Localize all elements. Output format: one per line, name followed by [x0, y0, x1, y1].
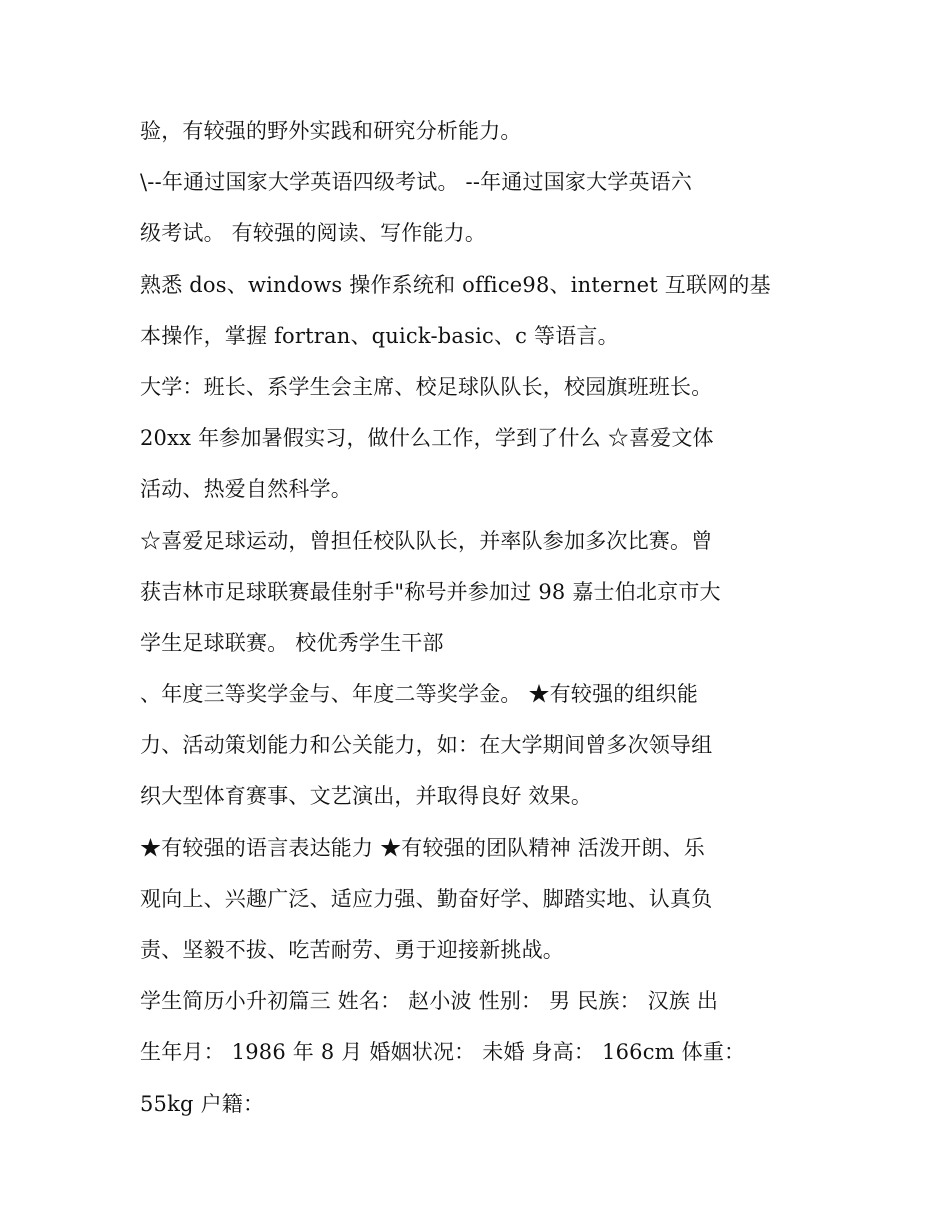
text-line: 生年月： 1986 年 8 月 婚姻状况： 未婚 身高： 166cm 体重： [140, 1040, 746, 1065]
text-line: 获吉林市足球联赛最佳射手"称号并参加过 98 嘉士伯北京市大 [140, 579, 721, 604]
text-line: ★有较强的语言表达能力 ★有较强的团队精神 活泼开朗、乐 [140, 835, 705, 860]
text-line: 熟悉 dos、windows 操作系统和 office98、internet 互联网的基 [140, 272, 771, 297]
text-line: 力、活动策划能力和公关能力，如：在大学期间曾多次领导组 [140, 733, 713, 758]
text-line: 责、坚毅不拔、吃苦耐劳、勇于迎接新挑战。 [140, 938, 564, 962]
text-line: \--年通过国家大学英语四级考试。 --年通过国家大学英语六 [140, 170, 693, 195]
text-line: 观向上、兴趣广泛、适应力强、勤奋好学、脚踏实地、认真负 [140, 886, 713, 911]
text-line: 20xx 年参加暑假实习，做什么工作，学到了什么 ☆喜爱文体 [140, 426, 714, 451]
text-line: 验，有较强的野外实践和研究分析能力。 [140, 119, 522, 143]
text-line: 本操作，掌握 fortran、quick-basic、c 等语言。 [140, 323, 619, 348]
text-line: 级考试。 有较强的阅读、写作能力。 [140, 221, 487, 246]
text-line: 学生足球联赛。 校优秀学生干部 [140, 630, 444, 655]
text-line: 学生简历小升初篇三 姓名： 赵小波 性别： 男 民族： 汉族 出 [140, 989, 719, 1014]
text-line: 大学：班长、系学生会主席、校足球队队长，校园旗班班长。 [140, 374, 713, 399]
text-line: ☆喜爱足球运动，曾担任校队队长，并率队参加多次比赛。曾 [140, 528, 713, 553]
document-body [140, 106, 820, 1130]
text-line: 55kg 户籍： [140, 1091, 265, 1116]
text-line: 活动、热爱自然科学。 [140, 477, 352, 502]
text-line: 、年度三等奖学金与、年度二等奖学金。 ★有较强的组织能 [140, 682, 699, 707]
text-line: 织大型体育赛事、文艺演出，并取得良好 效果。 [140, 784, 593, 809]
